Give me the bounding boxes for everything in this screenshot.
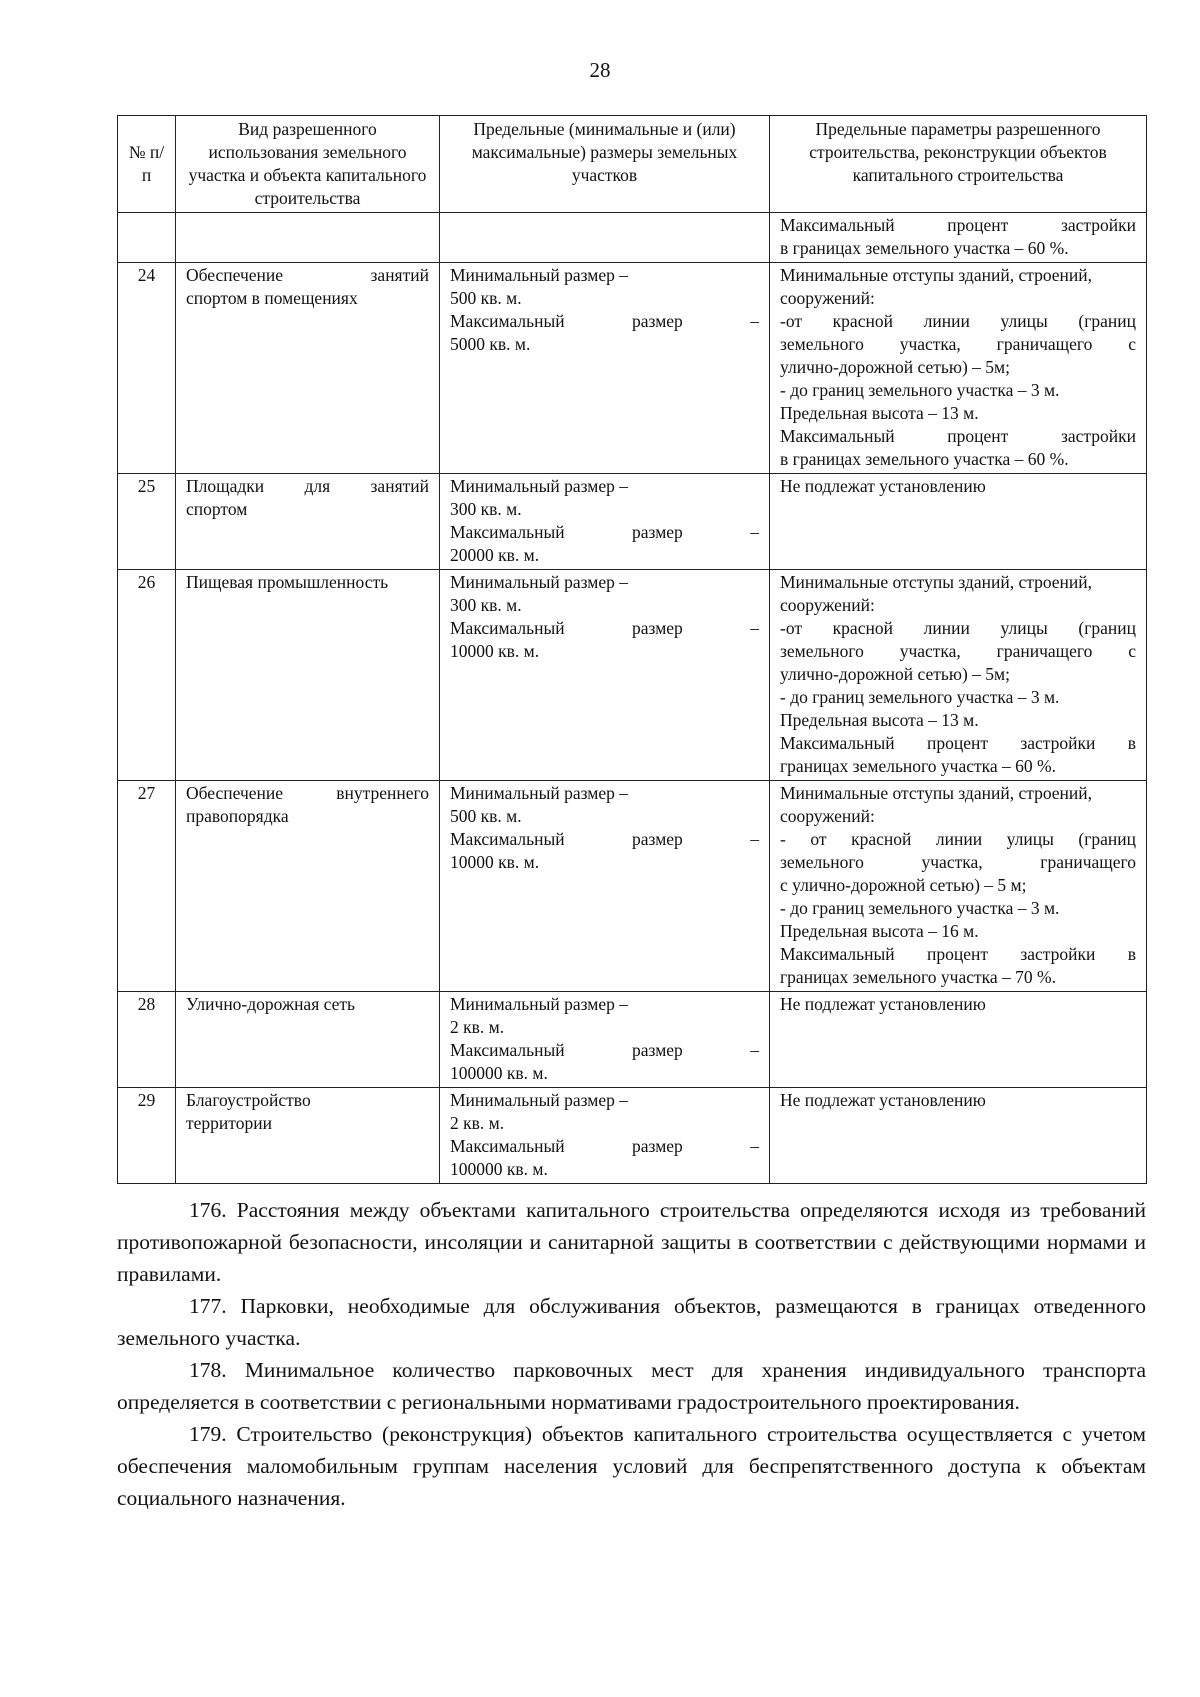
table-row	[118, 781, 1147, 992]
paragraph-176: 176. Расстояния между объектами капитального строительства определяются исходя из требований противопожарной безопасности, инсоляции и санитарной защиты в соответствии с действующими нормами и правилами.	[117, 1198, 1146, 1286]
cell-use-type-line: Улично-дорожная сеть	[186, 994, 356, 1014]
cell-plot-size-line: 500 кв. м.	[450, 806, 522, 826]
cell-use-type-line: спортом	[186, 499, 248, 519]
cell-use-type	[176, 1088, 440, 1184]
cell-plot-size-line: Максимальный размер –	[450, 1136, 759, 1156]
table-row	[118, 474, 1147, 570]
cell-use-type-line: Обеспечение внутреннего	[186, 783, 429, 803]
cell-use-type-line: правопорядка	[186, 806, 289, 826]
cell-plot-size	[440, 781, 770, 992]
paragraph-178: 178. Минимальное количество парковочных мест для хранения индивидуального транспорта определяется в соответствии с региональными нормативами градостроительного проектирования.	[117, 1358, 1146, 1414]
cell-construction-line: - до границ земельного участка – 3 м.	[780, 380, 1060, 400]
cell-num	[118, 213, 176, 263]
cell-plot-size-line: 2 кв. м.	[450, 1113, 505, 1133]
cell-plot-size-line: Минимальный размер –	[450, 1090, 629, 1110]
cell-plot-size	[440, 1088, 770, 1184]
cell-use-type-line: Пищевая промышленность	[186, 572, 389, 592]
paragraph-179: 179. Строительство (реконструкция) объектов капитального строительства осуществляется с учетом обеспечения маломобильным группам населения условий для беспрепятственного доступа к объектам социального назначения.	[117, 1422, 1146, 1510]
paragraph-177: 177. Парковки, необходимые для обслуживания объектов, размещаются в границах отведенного земельного участка.	[117, 1294, 1146, 1350]
cell-plot-size-line: Максимальный размер –	[450, 829, 759, 849]
cell-construction-line: в границах земельного участка – 60 %.	[780, 238, 1069, 258]
cell-construction-line: Предельная высота – 16 м.	[780, 921, 979, 941]
cell-plot-size-line: Минимальный размер –	[450, 265, 629, 285]
cell-plot-size-line: 10000 кв. м.	[450, 641, 540, 661]
cell-construction	[770, 263, 1147, 474]
cell-plot-size-line: Минимальный размер –	[450, 572, 629, 592]
cell-construction-line: - до границ земельного участка – 3 м.	[780, 687, 1060, 707]
cell-construction	[770, 474, 1147, 570]
cell-construction-line: земельного участка, граничащего с	[780, 641, 1136, 661]
cell-construction	[770, 781, 1147, 992]
cell-num: 25	[118, 474, 176, 570]
header-num: № п/п	[118, 116, 176, 213]
cell-plot-size-line: 20000 кв. м.	[450, 545, 540, 565]
cell-plot-size-line: Минимальный размер –	[450, 476, 629, 496]
page-number: 28	[589, 58, 611, 82]
cell-plot-size-line: Максимальный размер –	[450, 522, 759, 542]
cell-plot-size-line: Минимальный размер –	[450, 994, 629, 1014]
cell-plot-size-line: Минимальный размер –	[450, 783, 629, 803]
cell-use-type	[176, 992, 440, 1088]
cell-plot-size	[440, 992, 770, 1088]
cell-construction-line: границах земельного участка – 60 %.	[780, 756, 1056, 776]
cell-construction-line: Максимальный процент застройки в	[780, 944, 1136, 964]
header-construction: Предельные параметры разрешенного строительства, реконструкции объектов капитального строительства	[770, 116, 1147, 213]
cell-use-type-line: Обеспечение занятий	[186, 265, 429, 285]
cell-construction-line: - до границ земельного участка – 3 м.	[780, 898, 1060, 918]
cell-construction	[770, 570, 1147, 781]
table-row	[118, 570, 1147, 781]
cell-use-type-line: Площадки для занятий	[186, 476, 429, 496]
cell-use-type	[176, 263, 440, 474]
cell-construction	[770, 1088, 1147, 1184]
cell-construction-line: земельного участка, граничащего	[780, 852, 1136, 872]
cell-plot-size-line: 500 кв. м.	[450, 288, 522, 308]
table-row	[118, 992, 1147, 1088]
cell-use-type-line: спортом в помещениях	[186, 288, 358, 308]
cell-plot-size-line: 5000 кв. м.	[450, 334, 531, 354]
cell-plot-size-line: 300 кв. м.	[450, 595, 522, 615]
cell-construction-line: -от красной линии улицы (границ	[780, 618, 1136, 638]
cell-construction-line: Минимальные отступы зданий, строений,	[780, 572, 1093, 592]
cell-construction-line: Не подлежат установлению	[780, 1090, 986, 1110]
cell-num: 28	[118, 992, 176, 1088]
cell-construction-line: в границах земельного участка – 60 %.	[780, 449, 1069, 469]
cell-plot-size-line: 10000 кв. м.	[450, 852, 540, 872]
cell-construction-line: с улично-дорожной сетью) – 5 м;	[780, 875, 1027, 895]
table-row	[118, 263, 1147, 474]
cell-construction-line: Предельная высота – 13 м.	[780, 403, 979, 423]
cell-plot-size	[440, 570, 770, 781]
cell-construction-line: Не подлежат установлению	[780, 994, 986, 1014]
cell-plot-size-line: 2 кв. м.	[450, 1017, 505, 1037]
cell-construction-line: Максимальный процент застройки	[780, 215, 1136, 235]
cell-plot-size-line: 300 кв. м.	[450, 499, 522, 519]
header-use-type: Вид разрешенного использования земельного участка и объекта капитального строительства	[176, 116, 440, 213]
cell-use-type-line: Благоустройство	[186, 1090, 311, 1110]
cell-plot-size-line: Максимальный размер –	[450, 311, 759, 331]
cell-construction-line: -от красной линии улицы (границ	[780, 311, 1136, 331]
cell-num: 26	[118, 570, 176, 781]
cell-construction	[770, 213, 1147, 263]
cell-plot-size-line: 100000 кв. м.	[450, 1159, 548, 1179]
header-plot-size: Предельные (минимальные и (или) максимальные) размеры земельных участков	[440, 116, 770, 213]
cell-construction-line: Не подлежат установлению	[780, 476, 986, 496]
body-paragraphs	[117, 1194, 1146, 1514]
land-use-table	[117, 115, 1147, 1184]
cell-use-type	[176, 213, 440, 263]
cell-plot-size	[440, 213, 770, 263]
cell-use-type	[176, 474, 440, 570]
cell-construction-line: Предельная высота – 13 м.	[780, 710, 979, 730]
cell-num: 24	[118, 263, 176, 474]
cell-construction	[770, 992, 1147, 1088]
cell-construction-line: улично-дорожной сетью) – 5м;	[780, 357, 1010, 377]
cell-num: 29	[118, 1088, 176, 1184]
cell-construction-line: Минимальные отступы зданий, строений,	[780, 783, 1093, 803]
cell-construction-line: Максимальный процент застройки	[780, 426, 1136, 446]
cell-plot-size-line: Максимальный размер –	[450, 618, 759, 638]
cell-use-type	[176, 781, 440, 992]
table-row-continuation	[118, 213, 1147, 263]
cell-construction-line: Максимальный процент застройки в	[780, 733, 1136, 753]
cell-plot-size-line: 100000 кв. м.	[450, 1063, 548, 1083]
cell-num: 27	[118, 781, 176, 992]
cell-construction-line: сооружений:	[780, 288, 875, 308]
cell-construction-line: границах земельного участка – 70 %.	[780, 967, 1056, 987]
cell-construction-line: сооружений:	[780, 806, 875, 826]
cell-plot-size-line: Максимальный размер –	[450, 1040, 759, 1060]
cell-use-type	[176, 570, 440, 781]
cell-plot-size	[440, 474, 770, 570]
cell-construction-line: земельного участка, граничащего с	[780, 334, 1136, 354]
cell-plot-size	[440, 263, 770, 474]
cell-construction-line: сооружений:	[780, 595, 875, 615]
cell-construction-line: улично-дорожной сетью) – 5м;	[780, 664, 1010, 684]
cell-construction-line: - от красной линии улицы (границ	[780, 829, 1136, 849]
table-row	[118, 1088, 1147, 1184]
table-header-row	[118, 116, 1147, 213]
cell-use-type-line: территории	[186, 1113, 272, 1133]
cell-construction-line: Минимальные отступы зданий, строений,	[780, 265, 1093, 285]
